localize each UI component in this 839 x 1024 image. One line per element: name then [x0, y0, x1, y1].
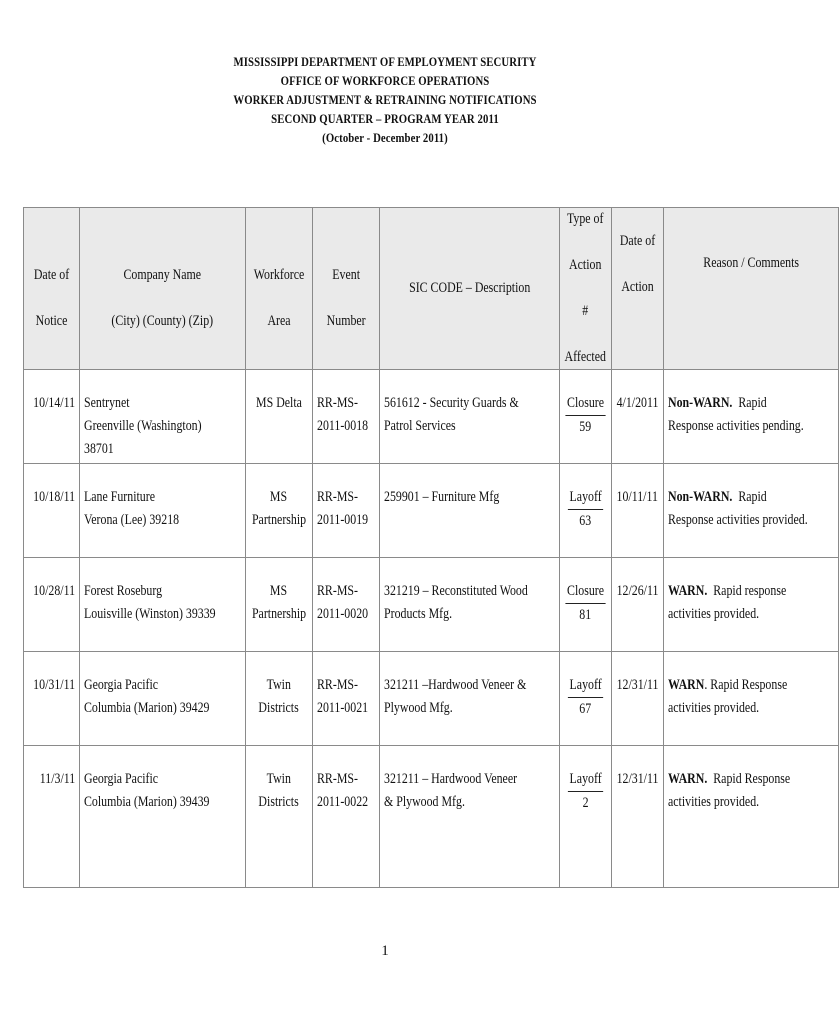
table-row [24, 558, 839, 652]
cell-reason: WARN. Rapid Response activities provided. [663, 746, 838, 888]
col-header-company-name: Company Name (City) (County) (Zip) [80, 208, 246, 370]
col-header-type-of-action: Type of Action # Affected [560, 208, 611, 370]
warn-notifications-table [23, 207, 839, 888]
table-header-row [24, 208, 839, 370]
cell-workforce-area: Twin Districts [245, 652, 312, 746]
cell-type-of-action: Layoff 2 [560, 746, 611, 888]
header-quarter: SECOND QUARTER – PROGRAM YEAR 2011 [271, 112, 499, 126]
cell-date-of-action: 4/1/2011 [611, 370, 663, 464]
cell-date-of-notice: 10/28/11 [24, 558, 80, 652]
cell-company: Lane Furniture Verona (Lee) 39218 [80, 464, 246, 558]
page-number: 1 [381, 943, 389, 959]
cell-company: Sentrynet Greenville (Washington) 38701 [80, 370, 246, 464]
cell-sic-code: 321211 – Hardwood Veneer & Plywood Mfg. [379, 746, 559, 888]
cell-date-of-action: 12/31/11 [611, 652, 663, 746]
header-agency: MISSISSIPPI DEPARTMENT OF EMPLOYMENT SECURITY [233, 55, 537, 69]
col-header-date-of-notice: Date of Notice [24, 208, 80, 370]
cell-workforce-area: MS Partnership [245, 464, 312, 558]
cell-type-of-action: Closure 81 [560, 558, 611, 652]
table-row [24, 652, 839, 746]
cell-company: Georgia Pacific Columbia (Marion) 39429 [80, 652, 246, 746]
col-header-event-number: Event Number [312, 208, 379, 370]
cell-sic-code: 321219 – Reconstituted Wood Products Mfg. [379, 558, 559, 652]
header-report-title: WORKER ADJUSTMENT & RETRAINING NOTIFICATIONS [233, 93, 537, 107]
col-header-date-of-action: Date of Action [611, 208, 663, 370]
cell-type-of-action: Layoff 63 [560, 464, 611, 558]
cell-workforce-area: Twin Districts [245, 746, 312, 888]
cell-workforce-area: MS Delta [245, 370, 312, 464]
table-row [24, 370, 839, 464]
document-header [0, 52, 770, 148]
cell-workforce-area: MS Partnership [245, 558, 312, 652]
col-header-reason-comments: Reason / Comments [663, 208, 838, 370]
cell-event-number: RR-MS- 2011-0022 [312, 746, 379, 888]
cell-type-of-action: Closure 59 [560, 370, 611, 464]
cell-event-number: RR-MS- 2011-0020 [312, 558, 379, 652]
cell-event-number: RR-MS- 2011-0021 [312, 652, 379, 746]
header-period: (October - December 2011) [322, 131, 448, 145]
cell-reason: Non-WARN. Rapid Response activities pending. [663, 370, 838, 464]
cell-event-number: RR-MS- 2011-0019 [312, 464, 379, 558]
cell-event-number: RR-MS- 2011-0018 [312, 370, 379, 464]
cell-sic-code: 321211 –Hardwood Veneer & Plywood Mfg. [379, 652, 559, 746]
cell-company: Georgia Pacific Columbia (Marion) 39439 [80, 746, 246, 888]
col-header-sic-code: SIC CODE – Description [379, 208, 559, 370]
cell-date-of-notice: 10/18/11 [24, 464, 80, 558]
table-row [24, 746, 839, 888]
cell-company: Forest Roseburg Louisville (Winston) 39339 [80, 558, 246, 652]
table-row [24, 464, 839, 558]
cell-date-of-action: 12/31/11 [611, 746, 663, 888]
cell-date-of-notice: 10/31/11 [24, 652, 80, 746]
cell-reason: Non-WARN. Rapid Response activities provided. [663, 464, 838, 558]
cell-type-of-action: Layoff 67 [560, 652, 611, 746]
cell-sic-code: 259901 – Furniture Mfg [379, 464, 559, 558]
cell-reason: WARN. Rapid Response activities provided. [663, 652, 838, 746]
cell-date-of-notice: 10/14/11 [24, 370, 80, 464]
cell-date-of-action: 12/26/11 [611, 558, 663, 652]
header-office: OFFICE OF WORKFORCE OPERATIONS [280, 74, 490, 88]
cell-date-of-notice: 11/3/11 [24, 746, 80, 888]
col-header-workforce-area: Workforce Area [245, 208, 312, 370]
cell-date-of-action: 10/11/11 [611, 464, 663, 558]
cell-reason: WARN. Rapid response activities provided. [663, 558, 838, 652]
cell-sic-code: 561612 - Security Guards & Patrol Services [379, 370, 559, 464]
